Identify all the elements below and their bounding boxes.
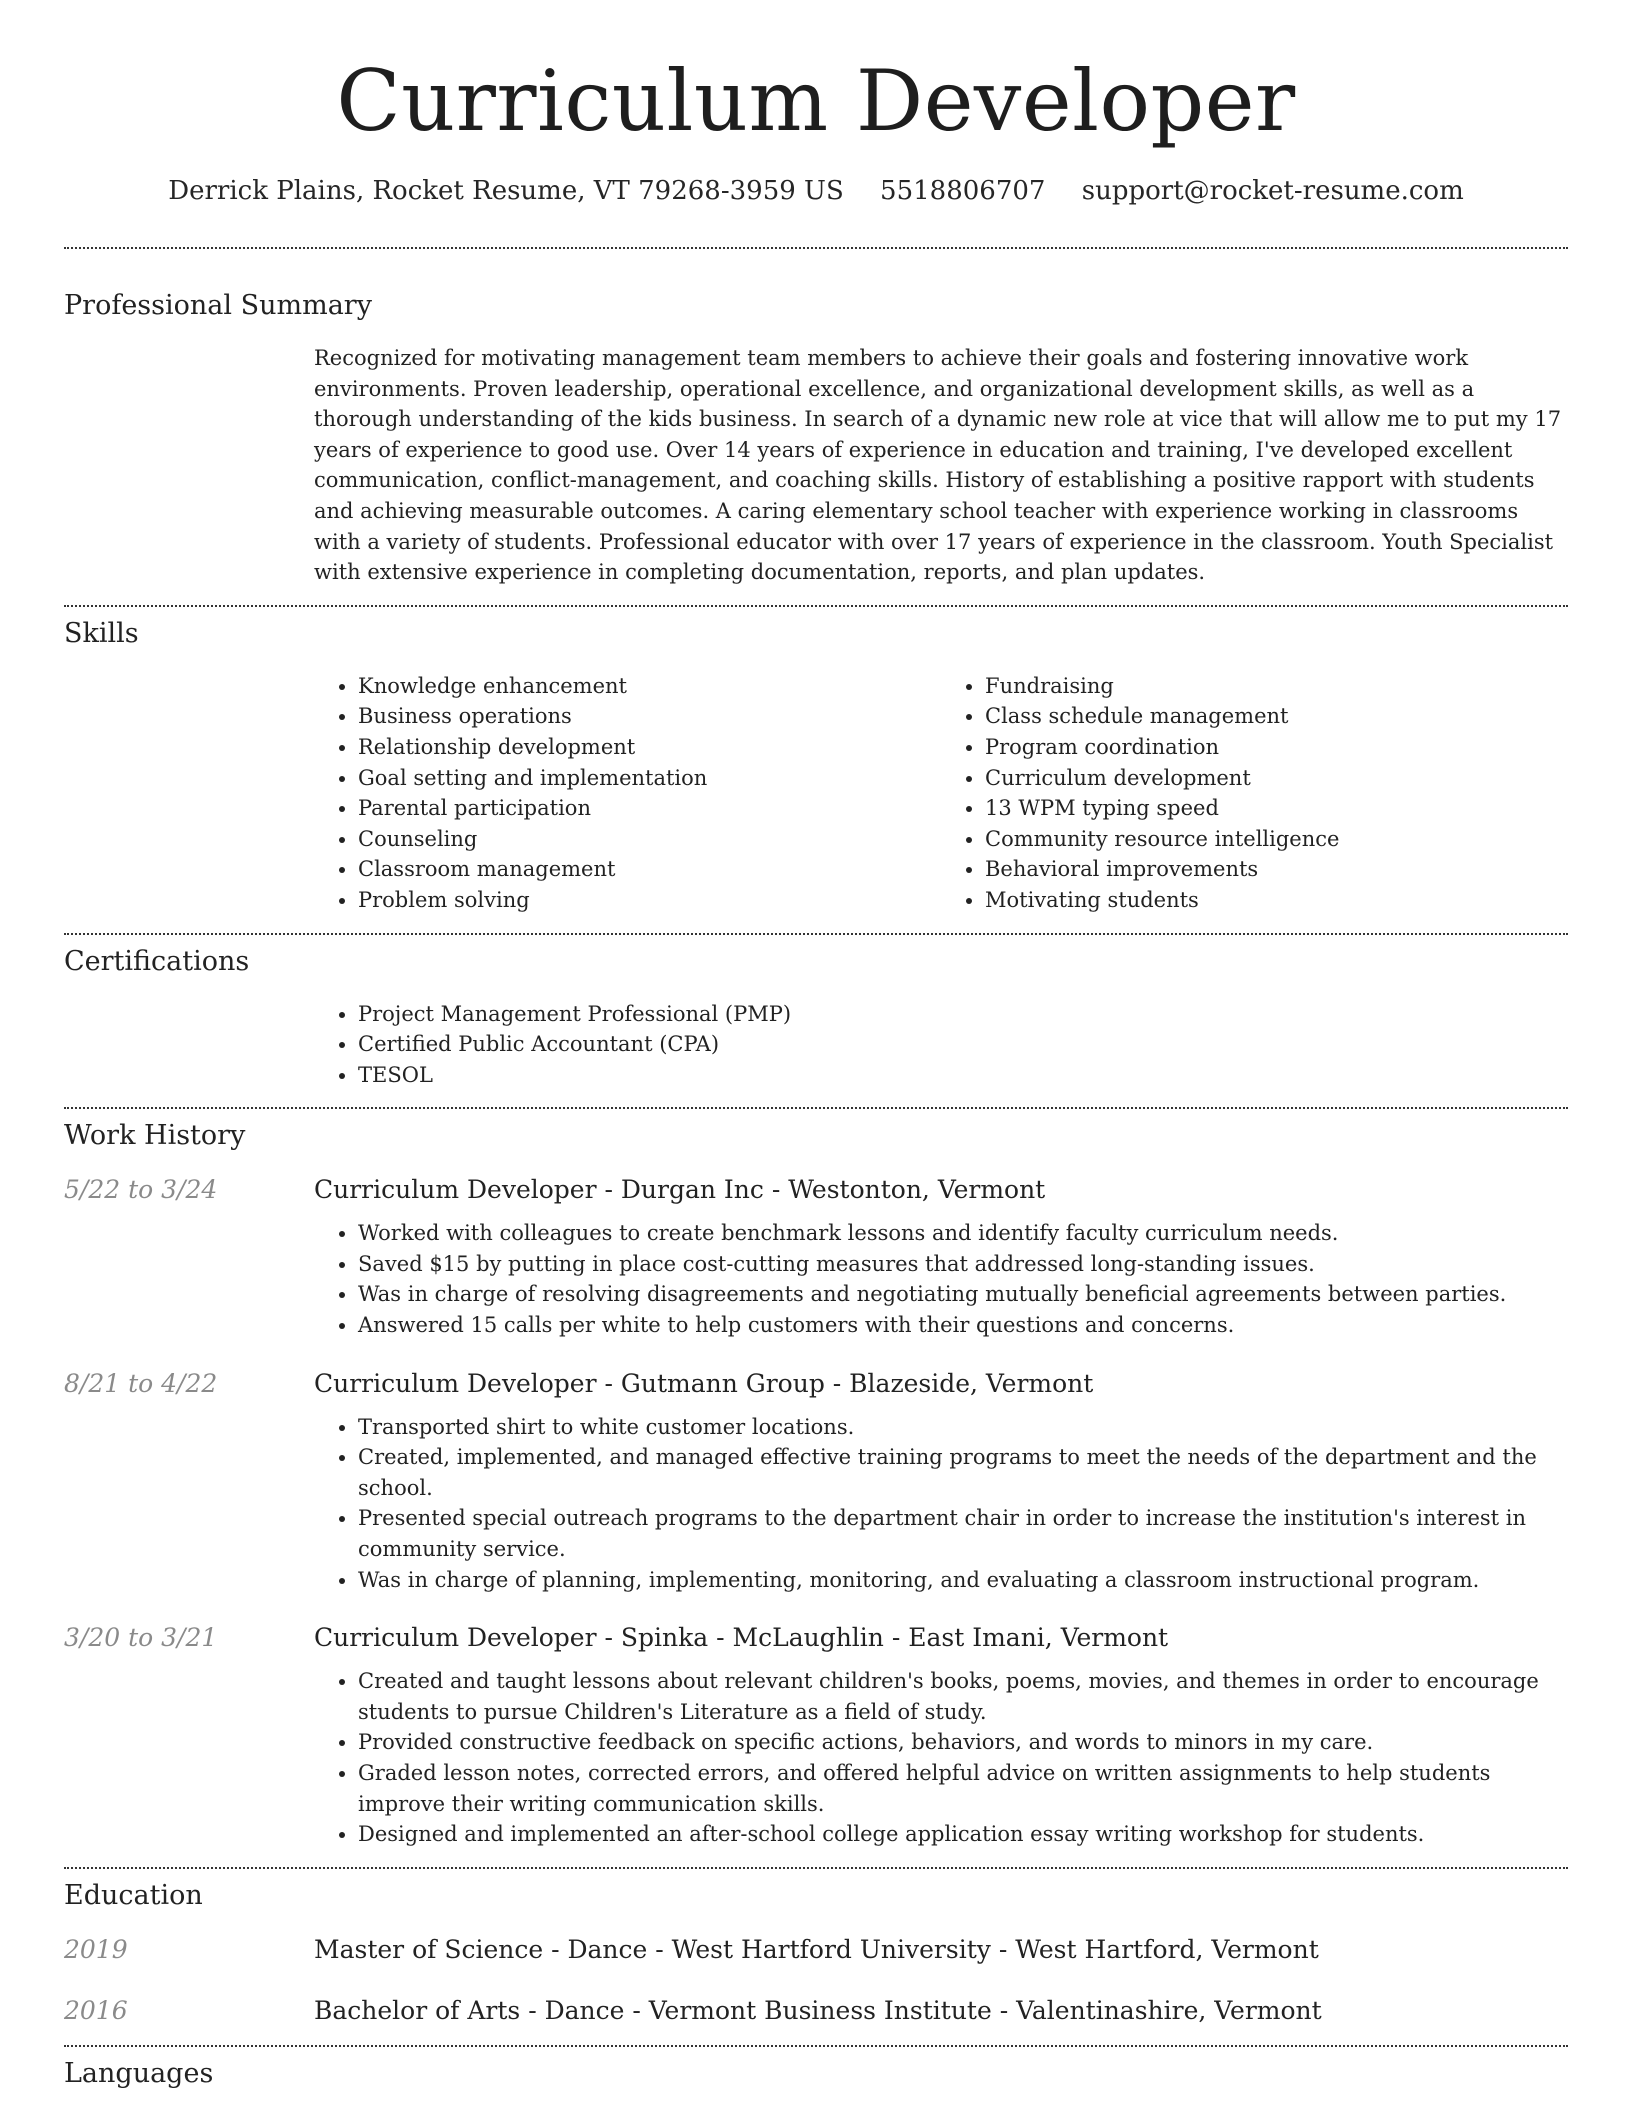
section-title-education: Education <box>64 1879 203 1911</box>
education-year: 2019 <box>64 1934 128 1964</box>
contact-line <box>64 168 1568 214</box>
job-bullet: • Created and taught lessons about relevant children's books, poems, movies, and themes in order to encourage students to pursue Children's Literature as a field of study. <box>358 1666 1568 1727</box>
skill-item: • Community resource intelligence <box>985 824 1568 855</box>
section-title-skills: Skills <box>64 617 139 649</box>
resume-page <box>64 0 1568 2091</box>
section-title-summary: Professional Summary <box>64 290 372 321</box>
skill-item: • Behavioral improvements <box>985 854 1568 885</box>
job-entry <box>64 1369 1568 1398</box>
skill-item: • Program coordination <box>985 732 1568 763</box>
skill-item: • Curriculum development <box>985 763 1568 794</box>
job-entry <box>64 1175 1568 1204</box>
certifications-list <box>314 999 1568 1091</box>
page-title: Curriculum Developer <box>336 52 1296 150</box>
divider <box>64 605 1568 607</box>
job-title: Curriculum Developer - Gutmann Group - Blazeside, Vermont <box>314 1368 1094 1398</box>
education-title: Bachelor of Arts - Dance - Vermont Business Institute - Valentinashire, Vermont <box>314 1995 1322 2025</box>
education-entry <box>64 1996 1568 2025</box>
section-title-work-history: Work History <box>64 1120 246 1152</box>
divider <box>64 2045 1568 2047</box>
certification-item: • TESOL <box>358 1060 1568 1091</box>
contact-address: Derrick Plains, Rocket Resume, VT 79268-3959 US <box>168 176 844 206</box>
job-bullets <box>314 1218 1568 1340</box>
job-bullet: • Saved $15 by putting in place cost-cutting measures that addressed long-standing issues. <box>358 1249 1568 1280</box>
job-bullets <box>314 1412 1568 1596</box>
job-bullet: • Designed and implemented an after-school college application essay writing workshop for students. <box>358 1819 1568 1850</box>
education-entry <box>64 1935 1568 1964</box>
skill-item: • Counseling <box>358 824 941 855</box>
skill-item: • Relationship development <box>358 732 941 763</box>
skill-item: • Class schedule management <box>985 701 1568 732</box>
job-title: Curriculum Developer - Durgan Inc - Westonton, Vermont <box>314 1175 1046 1205</box>
skill-item: • Fundraising <box>985 671 1568 702</box>
education-title: Master of Science - Dance - West Hartford University - West Hartford, Vermont <box>314 1934 1319 1964</box>
job-entry <box>64 1623 1568 1652</box>
divider <box>64 247 1568 249</box>
skills-list <box>314 671 1568 916</box>
skills-column-right <box>941 671 1568 916</box>
skills-column-left <box>314 671 941 916</box>
job-bullet: • Transported shirt to white customer locations. <box>358 1412 1568 1443</box>
section-title-languages: Languages <box>64 2057 214 2089</box>
job-bullet: • Graded lesson notes, corrected errors, and offered helpful advice on written assignments to help students improve their writing communication skills. <box>358 1758 1568 1819</box>
skill-item: • Problem solving <box>358 885 941 916</box>
skill-item: • Knowledge enhancement <box>358 671 941 702</box>
job-title: Curriculum Developer - Spinka - McLaughlin - East Imani, Vermont <box>314 1623 1169 1653</box>
job-bullet: • Provided constructive feedback on specific actions, behaviors, and words to minors in my care. <box>358 1727 1568 1758</box>
job-bullet: • Presented special outreach programs to the department chair in order to increase the institution's interest in community service. <box>358 1503 1568 1564</box>
education-year: 2016 <box>64 1995 128 2025</box>
job-bullet: • Answered 15 calls per white to help customers with their questions and concerns. <box>358 1310 1568 1341</box>
job-bullet: • Worked with colleagues to create benchmark lessons and identify faculty curriculum needs. <box>358 1218 1568 1249</box>
skill-item: • 13 WPM typing speed <box>985 793 1568 824</box>
skill-item: • Business operations <box>358 701 941 732</box>
contact-phone: 5518806707 <box>880 176 1046 206</box>
skill-item: • Classroom management <box>358 854 941 885</box>
job-bullet: • Was in charge of planning, implementing, monitoring, and evaluating a classroom instructional program. <box>358 1565 1568 1596</box>
summary-text: Recognized for motivating management team members to achieve their goals and fostering innovative work environments. Proven leadership, operational excellence, and organizational development skills, as well as a thorough understanding of the kids business. In search of a dynamic new role at vice that will allow me to put my 17 years of experience to good use. Over 14 years of experience in education and training, I've developed excellent communication, conflict-management, and coaching skills. History of establishing a positive rapport with students and achieving measurable outcomes. A caring elementary school teacher with experience working in classrooms with a variety of students. Professional educator with over 17 years of experience in the classroom. Youth Specialist with extensive experience in completing documentation, reports, and plan updates. <box>314 346 1562 585</box>
skill-item: • Goal setting and implementation <box>358 763 941 794</box>
divider <box>64 933 1568 935</box>
job-bullet: • Was in charge of resolving disagreements and negotiating mutually beneficial agreements between parties. <box>358 1279 1568 1310</box>
job-dates: 3/20 to 3/21 <box>64 1623 218 1653</box>
skill-item: • Parental participation <box>358 793 941 824</box>
skill-item: • Motivating students <box>985 885 1568 916</box>
certification-item: • Certified Public Accountant (CPA) <box>358 1029 1568 1060</box>
certification-item: • Project Management Professional (PMP) <box>358 999 1568 1030</box>
divider <box>64 1107 1568 1109</box>
job-bullet: • Created, implemented, and managed effective training programs to meet the needs of the department and the school. <box>358 1442 1568 1503</box>
contact-email[interactable]: support@rocket-resume.com <box>1081 176 1464 206</box>
job-bullets <box>314 1666 1568 1850</box>
job-dates: 8/21 to 4/22 <box>64 1368 218 1398</box>
divider <box>64 1867 1568 1869</box>
job-dates: 5/22 to 3/24 <box>64 1175 218 1205</box>
section-title-certifications: Certifications <box>64 945 250 977</box>
